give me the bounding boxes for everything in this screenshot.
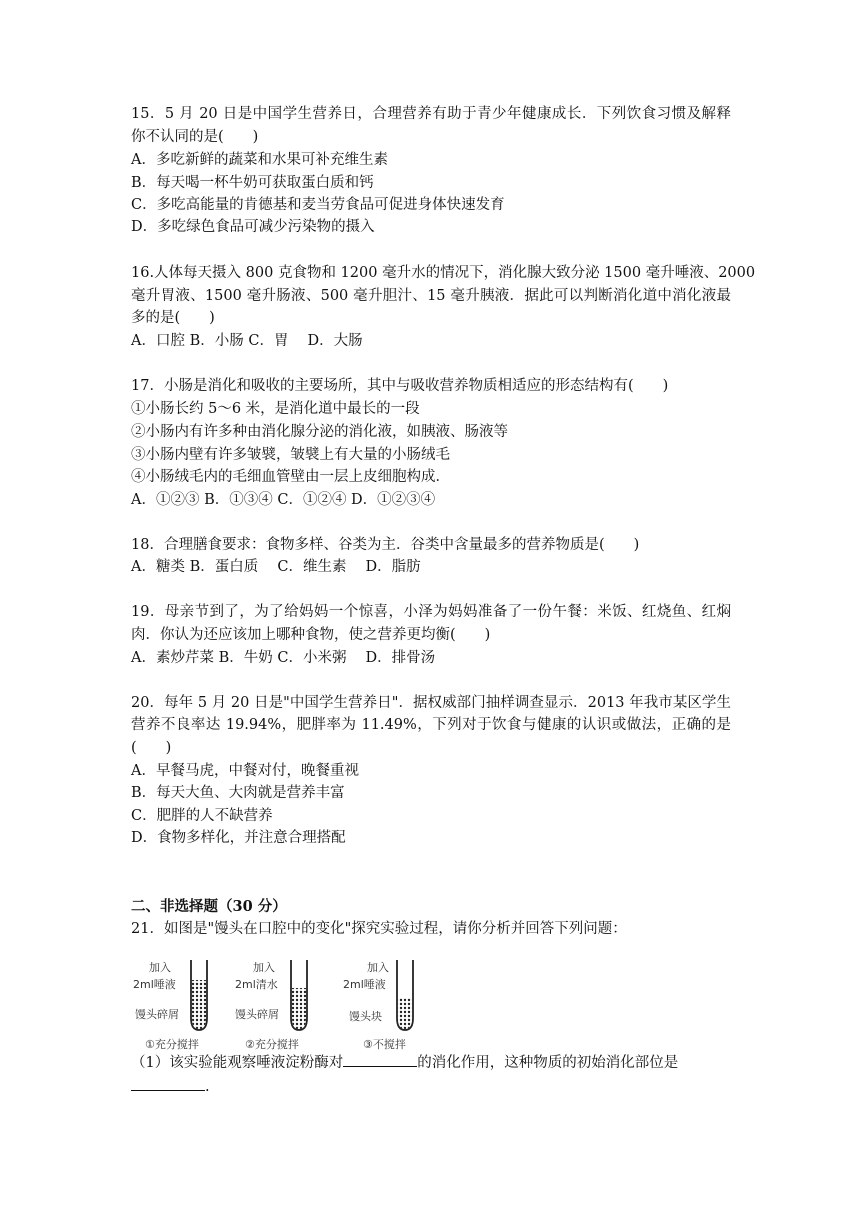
test-tube-1 xyxy=(133,960,207,1051)
tube2-label-top1: 加入 xyxy=(253,961,275,974)
q19-stem-line1: 19．母亲节到了，为了给妈妈一个惊喜，小泽为妈妈准备了一份午餐：米饭、红烧鱼、红焖 xyxy=(131,604,731,620)
q20-option-c: C．肥胖的人不缺营养 xyxy=(131,808,273,824)
q16-stem-line2: 毫升胃液、1500 毫升肠液、500 毫升胆汁、15 毫升胰液．据此可以判断消化道中消化液最 xyxy=(131,288,731,304)
q17-statement-4: ④小肠绒毛内的毛细血管壁由一层上皮细胞构成． xyxy=(131,469,450,485)
q19-stem-line2: 肉．你认为还应该加上哪种食物，使之营养更均衡( ) xyxy=(131,627,491,643)
tube3-label-top2: 2ml唾液 xyxy=(343,978,386,991)
q15-option-c: C．多吃高能量的肯德基和麦当劳食品可促进身体快速发育 xyxy=(131,197,505,213)
q21-sub1-line1 xyxy=(131,1052,678,1074)
q20-option-b: B．每天大鱼、大肉就是营养丰富 xyxy=(131,785,345,801)
q21-sub1-line2 xyxy=(131,1076,210,1098)
q20-stem-line1: 20．每年 5 月 20 日是"中国学生营养日"．据权威部门抽样调查显示．2013 年我市某区学生 xyxy=(131,695,731,711)
q17-statement-1: ①小肠长约 5～6 米，是消化道中最长的一段 xyxy=(131,401,420,417)
q17-statement-3: ③小肠内壁有许多皱襞，皱襞上有大量的小肠绒毛 xyxy=(131,447,450,463)
test-tube-2 xyxy=(235,960,307,1051)
test-tube-figure xyxy=(131,958,431,1053)
section-title: 二、非选择题（30 分） xyxy=(131,898,287,915)
answer-blank-2[interactable] xyxy=(131,1076,205,1091)
q18-stem: 18．合理膳食要求：食物多样、谷类为主．谷类中含量最多的营养物质是( ) xyxy=(131,537,640,553)
q16-stem-line1: 16.人体每天摄入 800 克食物和 1200 毫升水的情况下，消化腺大致分泌 1500 毫升唾液、2000 xyxy=(131,265,756,281)
q15-option-b: B．每天喝一杯牛奶可获取蛋白质和钙 xyxy=(131,175,374,191)
tube1-label-top2: 2ml唾液 xyxy=(133,978,176,991)
q18-options: A．糖类 B．蛋白质 C．维生素 D．脂肪 xyxy=(131,559,421,575)
q19-options: A．素炒芹菜 B．牛奶 C．小米粥 D．排骨汤 xyxy=(131,650,436,666)
tube3-contents xyxy=(398,998,412,1029)
q16-stem-line3: 多的是( ) xyxy=(131,310,215,326)
answer-blank-1[interactable] xyxy=(343,1052,417,1067)
tube3-caption: ③不搅拌 xyxy=(363,1038,406,1051)
q15-stem-line2: 你不认同的是( ) xyxy=(131,129,259,145)
q16-options: A．口腔 B．小肠 C．胃 D．大肠 xyxy=(131,333,363,349)
tube1-caption: ①充分搅拌 xyxy=(145,1038,199,1051)
tube3-label-side: 馒头块 xyxy=(349,1010,382,1023)
q21-sub1-end: . xyxy=(205,1079,210,1095)
q21-sub1-text-b: 的消化作用，这种物质的初始消化部位是 xyxy=(417,1055,679,1071)
q20-stem-line3: ( ) xyxy=(131,740,172,756)
q17-options: A．①②③ B．①③④ C．①②④ D．①②③④ xyxy=(131,492,436,508)
q15-option-a: A．多吃新鲜的蔬菜和水果可补充维生素 xyxy=(131,152,388,168)
tube2-label-side: 馒头碎屑 xyxy=(235,1008,279,1021)
q17-statement-2: ②小肠内有许多种由消化腺分泌的消化液，如胰液、肠液等 xyxy=(131,424,508,440)
tube2-contents xyxy=(292,988,306,1029)
tube1-label-side: 馒头碎屑 xyxy=(135,1008,179,1021)
tube3-label-top1: 加入 xyxy=(367,961,389,974)
q15-stem-line1: 15．5 月 20 日是中国学生营养日，合理营养有助于青少年健康成长．下列饮食习惯及解释 xyxy=(131,106,731,122)
test-tube-3 xyxy=(343,960,413,1051)
q15-option-d: D．多吃绿色食品可减少污染物的摄入 xyxy=(131,219,375,235)
tube1-contents xyxy=(192,980,206,1029)
q20-stem-line2: 营养不良率达 19.94%，肥胖率为 11.49%，下列对于饮食与健康的认识或做法，正确的是 xyxy=(131,717,731,733)
tube2-caption: ②充分搅拌 xyxy=(245,1038,299,1051)
q20-option-a: A．早餐马虎，中餐对付，晚餐重视 xyxy=(131,763,359,779)
q21-sub1-text-a: （1）该实验能观察唾液淀粉酶对 xyxy=(131,1055,344,1071)
q21-stem: 21．如图是"馒头在口腔中的变化"探究实验过程，请你分析并回答下列问题： xyxy=(131,921,627,937)
tube1-label-top1: 加入 xyxy=(149,961,171,974)
q17-stem: 17．小肠是消化和吸收的主要场所，其中与吸收营养物质相适应的形态结构有( ) xyxy=(131,378,669,394)
q20-option-d: D．食物多样化，并注意合理搭配 xyxy=(131,830,346,846)
tube2-label-top2: 2ml清水 xyxy=(235,978,278,991)
